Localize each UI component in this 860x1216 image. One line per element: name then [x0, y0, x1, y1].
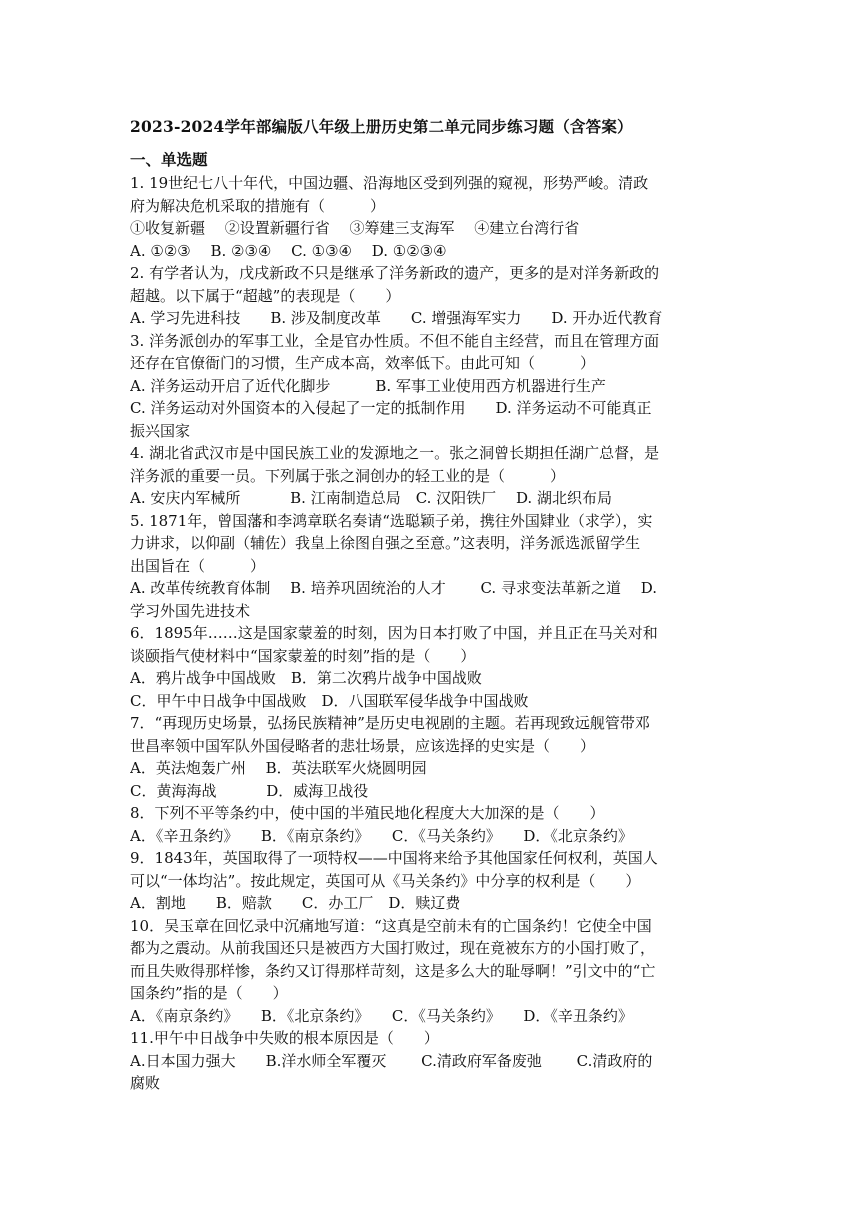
- text-line: 还存在官僚衙门的习惯，生产成本高，效率低下。由此可知（ ）: [130, 354, 596, 372]
- text-line: 出国旨在（ ）: [130, 556, 266, 575]
- text-line: A. 安庆内军械所 B. 江南制造总局 C. 汉阳铁厂 D. 湖北织布局: [130, 489, 612, 507]
- text-line: A．《南京条约》 B．《北京条约》 C．《马关条约》 D．《辛丑条约》: [130, 1006, 633, 1025]
- text-line: A．鸦片战争中国战败 B．第二次鸦片战争中国战败: [130, 669, 482, 687]
- text-line: A．英法炮轰广州 B．英法联军火烧圆明园: [130, 759, 427, 777]
- text-line: 府为解决危机采取的措施有（ ）: [130, 196, 386, 215]
- text-line: 而且失败得那样惨，条约又订得那样苛刻，这是多么大的耻辱啊！”引文中的“亡: [130, 961, 656, 980]
- text-line: 10．吴玉章在回忆录中沉痛地写道：“这真是空前未有的亡国条约！它使全中国: [130, 916, 652, 935]
- text-line: 11.甲午中日战争中失败的根本原因是（ ）: [130, 1029, 439, 1047]
- text-line: 都为之震动。从前我国还只是被西方大国打败过，现在竟被东方的小国打败了，: [130, 939, 656, 957]
- text-line: A．《辛丑条约》 B．《南京条约》 C．《马关条约》 D．《北京条约》: [130, 826, 633, 845]
- text-line: 腐败: [130, 1074, 161, 1092]
- text-line: 9．1843年，英国取得了一项特权——中国将来给予其他国家任何权利，英国人: [130, 849, 658, 867]
- section-heading: 一、单选题: [130, 150, 208, 169]
- text-line: 4. 湖北省武汉市是中国民族工业的发源地之一。张之洞曾长期担任湖广总督，是: [130, 444, 660, 462]
- text-line: 7．“再现历史场景，弘扬民族精神”是历史电视剧的主题。若再现致远舰管带邓: [130, 714, 650, 732]
- text-line: A. 学习先进科技 B. 涉及制度改革 C. 增强海军实力 D. 开办近代教育: [130, 309, 663, 327]
- text-line: 学习外国先进技术: [130, 601, 251, 620]
- text-line: 1. 19世纪七八十年代，中国边疆、沿海地区受到列强的窥视，形势严峻。清政: [130, 174, 649, 192]
- text-line: 5. 1871年，曾国藩和李鸿章联名奏请“选聪颖子弟，携往外国肄业（求学），实: [130, 511, 653, 530]
- text-line: 6．1895年……这是国家蒙羞的时刻，因为日本打败了中国，并且正在马关对和: [130, 624, 658, 642]
- text-line: 振兴国家: [130, 421, 191, 440]
- text-line: 国条约”指的是（ ）: [130, 984, 288, 1002]
- text-line: A. 改革传统教育体制 B. 培养巩固统治的人才 C. 寻求变法革新之道 D.: [130, 579, 657, 597]
- text-line: 2. 有学者认为，戊戌新政不只是继承了洋务新政的遗产，更多的是对洋务新政的: [130, 264, 660, 282]
- text-line: 8．下列不平等条约中，使中国的半殖民地化程度大大加深的是（ ）: [130, 804, 605, 822]
- text-line: 洋务派的重要一员。下列属于张之洞创办的轻工业的是（ ）: [130, 466, 566, 485]
- text-line: C. 洋务运动对外国资本的入侵起了一定的抵制作用 D. 洋务运动不可能真正: [130, 399, 652, 417]
- text-line: A．割地 B．赔款 C．办工厂 D．赎辽费: [130, 894, 461, 912]
- text-line: 3. 洋务派创办的军事工业，全是官办性质。不但不能自主经营，而且在管理方面: [130, 331, 660, 350]
- document-title: 2023-2024学年部编版八年级上册历史第二单元同步练习题（含答案）: [130, 117, 633, 136]
- question-list: [130, 172, 732, 1095]
- text-line: C．甲午中日战争中国战败 D．八国联军侵华战争中国战败: [130, 691, 529, 710]
- text-line: C．黄海海战 D．威海卫战役: [130, 781, 369, 800]
- document-page: [130, 112, 732, 1095]
- text-line: ①收复新疆 ②设置新疆行省 ③筹建三支海军 ④建立台湾行省: [130, 219, 580, 237]
- text-line: A. 洋务运动开启了近代化脚步 B. 军事工业使用西方机器进行生产: [130, 376, 606, 395]
- text-line: A. ①②③ B. ②③④ C. ①③④ D. ①②③④: [130, 241, 447, 260]
- text-line: 超越。以下属于“超越”的表现是（ ）: [130, 286, 401, 305]
- text-line: 可以“一体均沾”。按此规定，英国可从《马关条约》中分享的权利是（ ）: [130, 871, 641, 890]
- text-line: 力讲求，以仰副（辅佐）我皇上徐图自强之至意。”这表明，洋务派选派留学生: [130, 534, 641, 552]
- text-line: A.日本国力强大 B.洋水师全军覆灭 C.清政府军备废弛 C.清政府的: [130, 1051, 653, 1070]
- text-line: 谈颐指气使材料中“国家蒙羞的时刻”指的是（ ）: [130, 646, 476, 665]
- text-line: 世昌率领中国军队外国侵略者的悲壮场景，应该选择的史实是（ ）: [130, 736, 596, 755]
